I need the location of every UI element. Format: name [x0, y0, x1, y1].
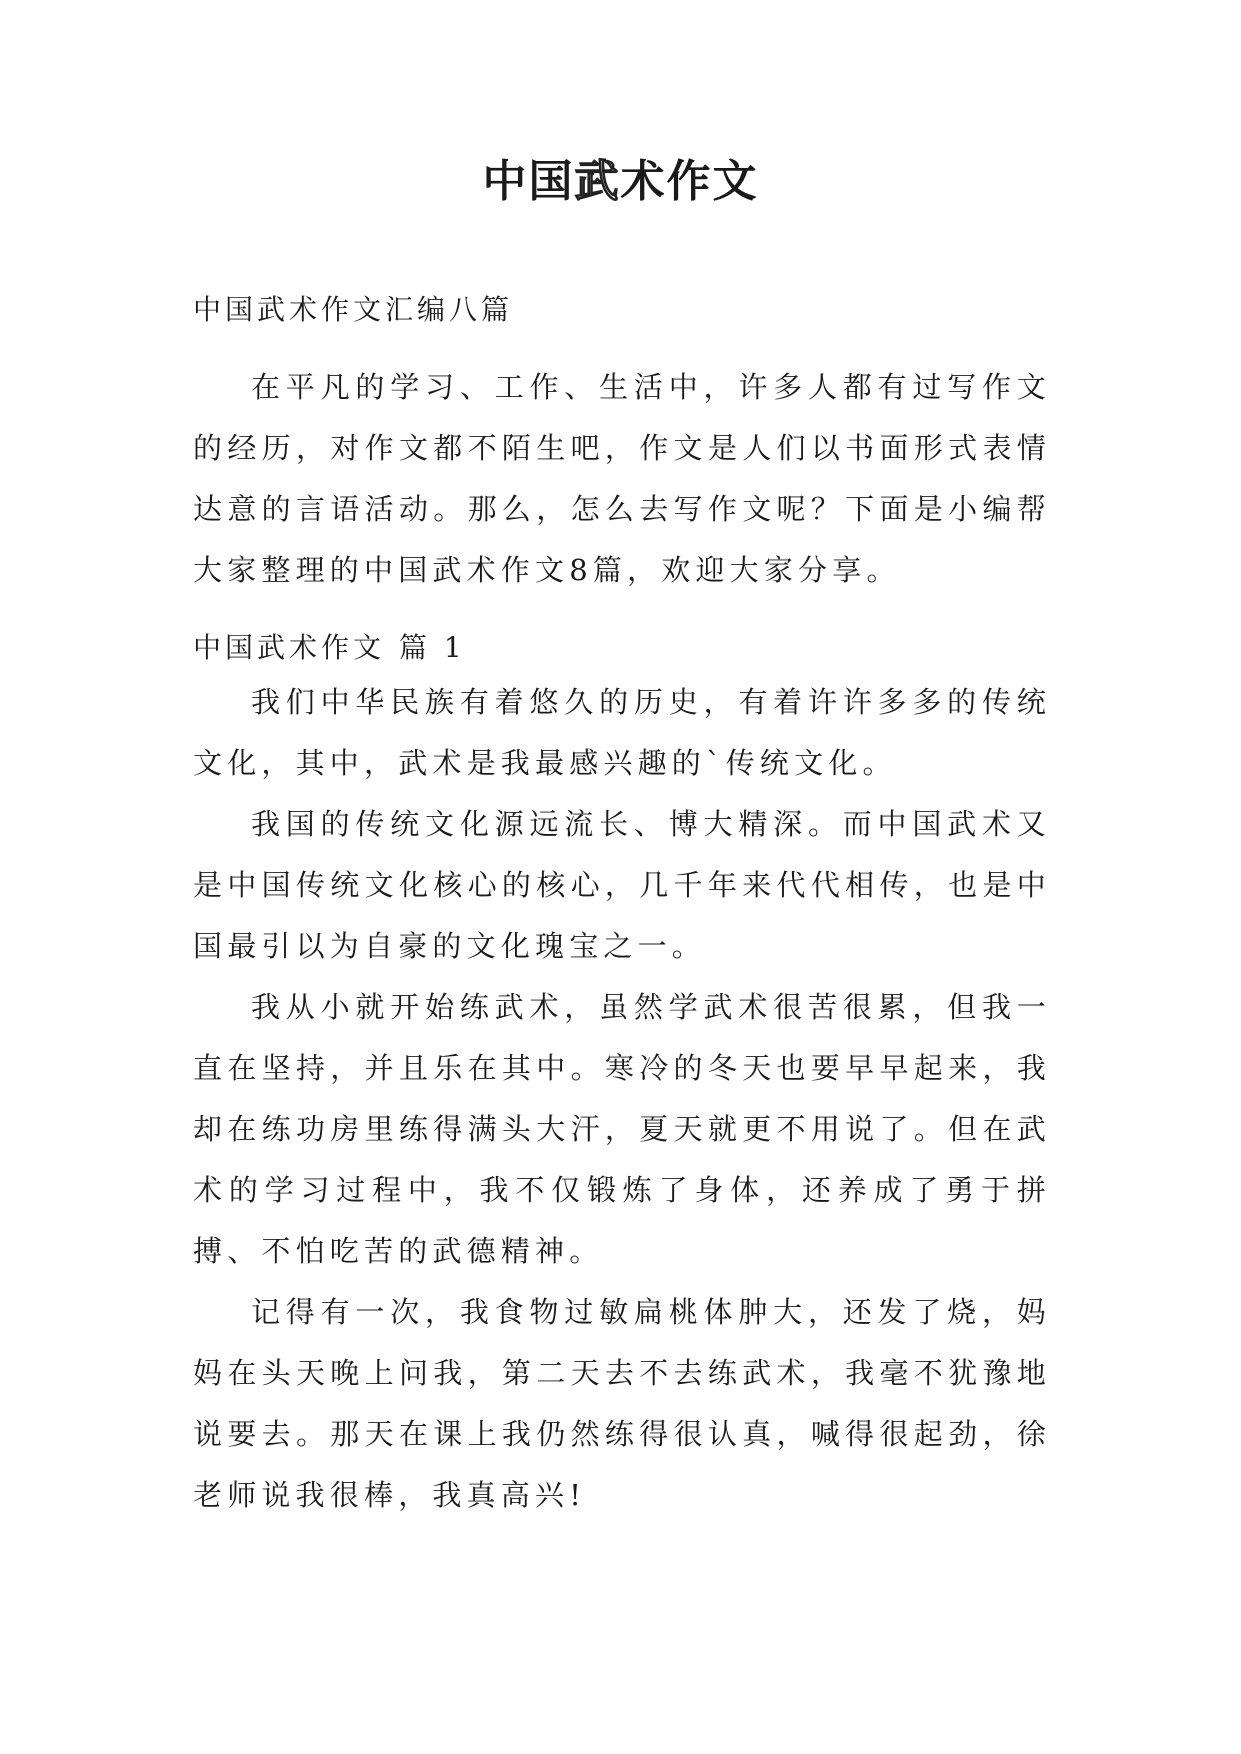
body-paragraph-1: 我们中华民族有着悠久的历史，有着许许多多的传统文化，其中，武术是我最感兴趣的`传统文化。 [193, 685, 1051, 780]
section-heading-number: 篇 1 [399, 631, 466, 664]
body-paragraph-4: 记得有一次，我食物过敏扁桃体肿大，还发了烧，妈妈在头天晚上问我，第二天去不去练武术，我毫不犹豫地说要去。那天在课上我仍然练得很认真，喊得很起劲，徐老师说我很棒，我真高兴! [193, 1295, 1051, 1512]
section-heading-title: 中国武术作文 [193, 631, 386, 664]
title-hollow-char: 武 [574, 156, 621, 207]
title-part-1: 中国 [482, 156, 575, 207]
section-heading [193, 628, 466, 668]
body-paragraph-2: 我国的传统文化源远流长、博大精深。而中国武术又是中国传统文化核心的核心，几千年来代代相传，也是中国最引以为自豪的文化瑰宝之一。 [193, 807, 1051, 963]
document-subtitle: 中国武术作文汇编八篇 [193, 293, 514, 326]
document-title [0, 152, 1241, 212]
title-part-2: 术作文 [620, 156, 759, 207]
body-paragraph-3: 我从小就开始练武术，虽然学武术很苦很累，但我一直在坚持，并且乐在其中。寒冷的冬天也要早早起来，我却在练功房里练得满头大汗，夏天就更不用说了。但在武术的学习过程中，我不仅锻炼了身体，还养成了勇于拼搏、不怕吃苦的武德精神。 [193, 990, 1051, 1268]
intro-paragraph: 在平凡的学习、工作、生活中，许多人都有过写作文的经历，对作文都不陌生吧，作文是人们以书面形式表情达意的言语活动。那么，怎么去写作文呢？下面是小编帮大家整理的中国武术作文8篇，欢迎大家分享。 [193, 370, 1051, 587]
